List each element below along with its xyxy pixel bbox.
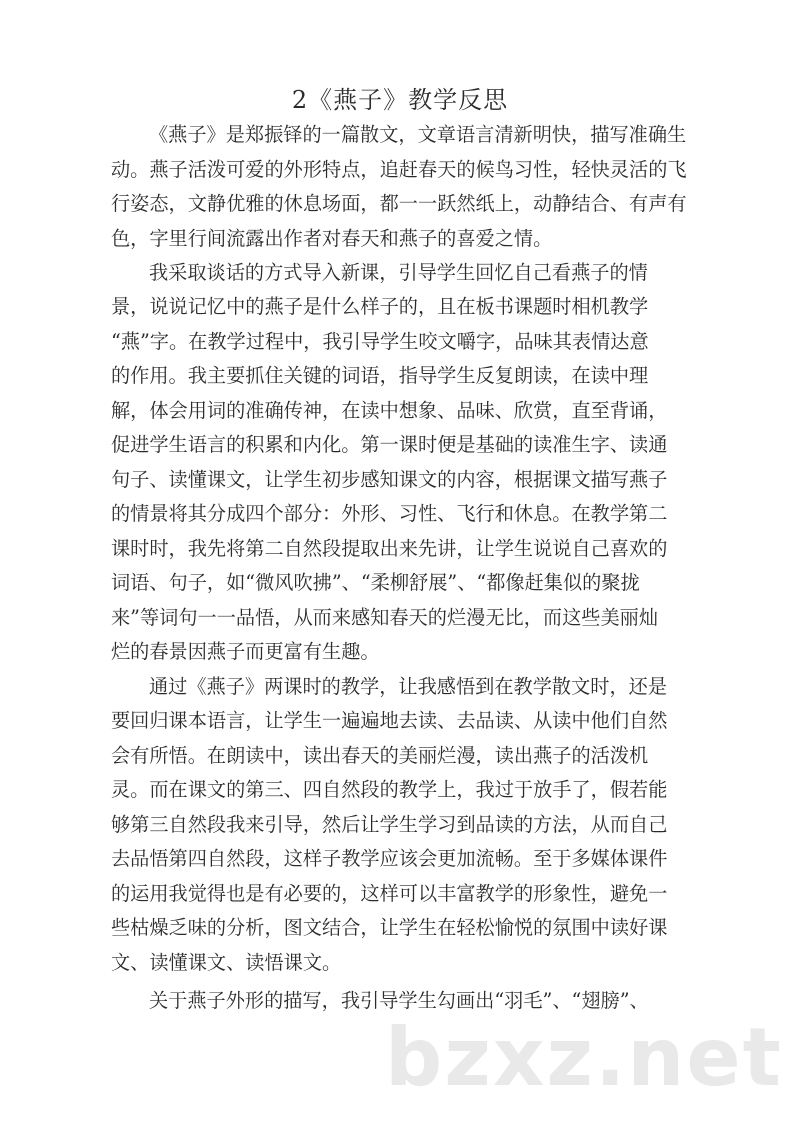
paragraph-3-line: 够第三自然段我来引导，然后让学生学习到品读的方法，从而自己 [111,813,668,836]
paragraph-3-line: 些枯燥乏味的分析，图文结合，让学生在轻松愉悦的氛围中读好课 [111,916,668,939]
paragraph-2-line: 促进学生语言的积累和内化。第一课时便是基础的读准生字、读通 [111,433,668,456]
paragraph-3-line: 要回归课本语言，让学生一遍遍地去读、去品读、从读中他们自然 [111,709,668,732]
paragraph-2-line: 解，体会用词的准确传神，在读中想象、品味、欣赏，直至背诵， [111,399,668,422]
paragraph-4-line: 关于燕子外形的描写，我引导学生勾画出“羽毛”、“翅膀”、 [149,989,649,1012]
document-title: 2《燕子》教学反思 [291,86,509,114]
paragraph-3-line: 会有所悟。在朗读中，读出春天的美丽烂漫，读出燕子的活泼机 [111,744,649,767]
paragraph-2-line: 课时时，我先将第二自然段提取出来先讲，让学生说说自己喜欢的 [111,537,668,560]
paragraph-2-line: 来”等词句一一品悟，从而来感知春天的烂漫无比，而这些美丽灿 [111,606,659,629]
paragraph-3-line: 去品悟第四自然段，这样子教学应该会更加流畅。至于多媒体课件 [111,847,668,870]
paragraph-2-line: “燕”字。在教学过程中，我引导学生咬文嚼字，品味其表情达意 [111,330,649,353]
paragraph-1-line: 行姿态，文静优雅的休息场面，都一一跃然纸上，动静结合、有声有 [111,192,687,215]
paragraph-2-line: 烂的春景因燕子而更富有生趣。 [111,640,380,663]
paragraph-3-line: 文、读懂课文、读悟课文。 [111,951,342,974]
paragraph-1-line: 《燕子》是郑振铎的一篇散文，文章语言清新明快，描写准确生 [149,123,687,146]
paragraph-1-line: 动。燕子活泼可爱的外形特点，追赶春天的候鸟习性，轻快灵活的飞 [111,158,687,181]
paragraph-2-line: 我采取谈话的方式导入新课，引导学生回忆自己看燕子的情 [149,261,648,284]
paragraph-3-line: 的运用我觉得也是有必要的，这样可以丰富教学的形象性，避免一 [111,882,668,905]
paragraph-2-line: 句子、读懂课文，让学生初步感知课文的内容，根据课文描写燕子 [111,468,668,491]
paragraph-1-line: 色，字里行间流露出作者对春天和燕子的喜爱之情。 [111,227,553,250]
paragraph-2-line: 景，说说记忆中的燕子是什么样子的，且在板书课题时相机教学 [111,295,649,318]
paragraph-3-line: 灵。而在课文的第三、四自然段的教学上，我过于放手了，假若能 [111,778,668,801]
paragraph-2-line: 的情景将其分成四个部分：外形、习性、飞行和休息。在教学第二 [111,502,668,525]
paragraph-2-line: 的作用。我主要抓住关键的词语，指导学生反复朗读，在读中理 [111,364,649,387]
paragraph-3-line: 通过《燕子》两课时的教学，让我感悟到在教学散文时，还是 [149,675,668,698]
watermark: bzxz.net [385,1011,783,1104]
paragraph-2-line: 词语、句子，如“微风吹拂”、“柔柳舒展”、“都像赶集似的聚拢 [111,571,640,594]
